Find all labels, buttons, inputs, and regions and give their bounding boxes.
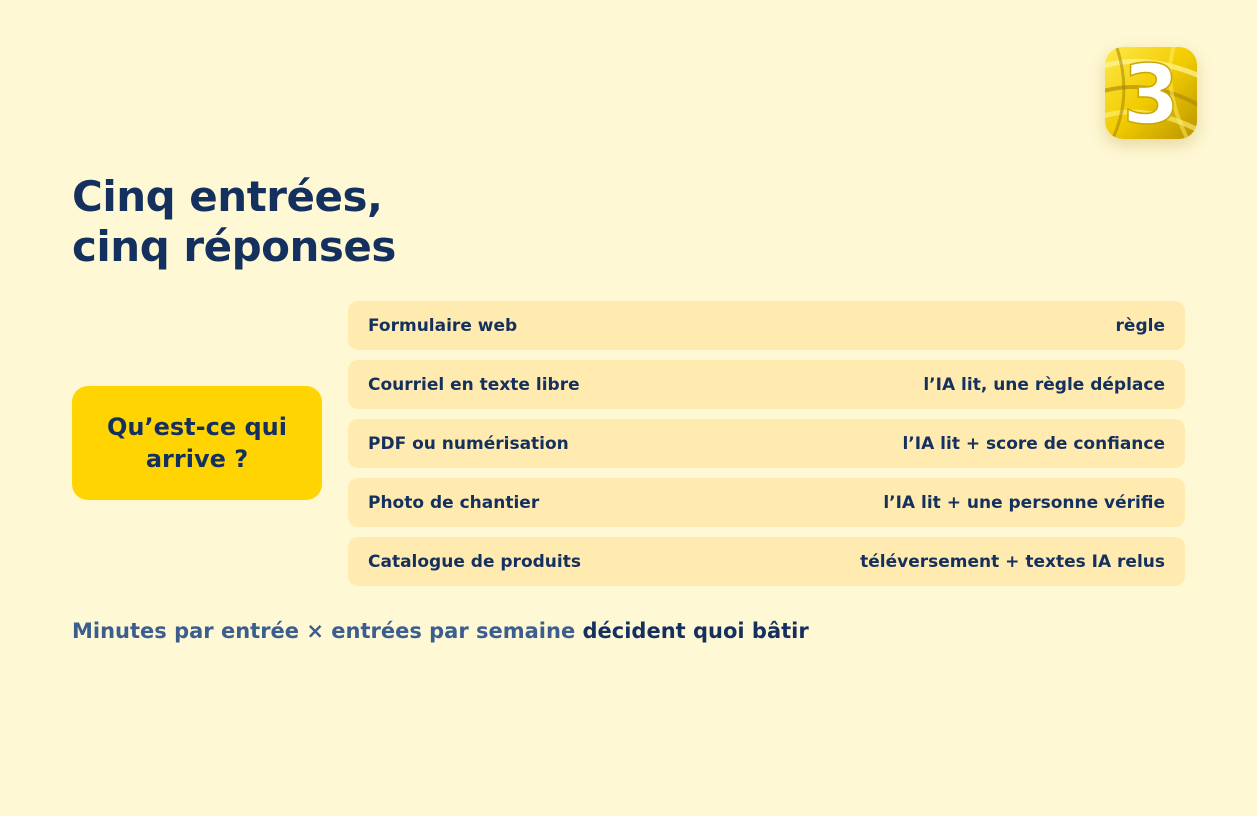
row-input: Catalogue de produits (368, 551, 581, 572)
title-line-2: cinq réponses (72, 222, 396, 271)
list-item (348, 301, 1185, 350)
row-response: l’IA lit + une personne vérifie (883, 492, 1165, 513)
page-title (72, 172, 396, 272)
row-input: Courriel en texte libre (368, 374, 580, 395)
row-response: téléversement + textes IA relus (860, 551, 1165, 572)
footer-statement (72, 616, 809, 646)
footer-strong-text: décident quoi bâtir (582, 619, 809, 643)
row-input: Formulaire web (368, 315, 518, 336)
row-response: l’IA lit + score de confiance (902, 433, 1165, 454)
row-input: Photo de chantier (368, 492, 540, 513)
list-item (348, 537, 1185, 586)
list-item (348, 360, 1185, 409)
logo-digit: 3 (1122, 48, 1180, 139)
footer-muted-text: Minutes par entrée × entrées par semaine (72, 619, 576, 643)
list-item (348, 419, 1185, 468)
question-callout (72, 386, 322, 500)
callout-text: Qu’est-ce qui arrive ? (107, 413, 287, 473)
logo-graphic (1105, 47, 1197, 139)
row-response: règle (1115, 315, 1165, 336)
title-line-1: Cinq entrées, (72, 172, 383, 221)
number-three-logo-icon (1105, 47, 1197, 139)
list-item (348, 478, 1185, 527)
row-response: l’IA lit, une règle déplace (923, 374, 1165, 395)
input-response-list (348, 301, 1185, 596)
row-input: PDF ou numérisation (368, 433, 569, 454)
